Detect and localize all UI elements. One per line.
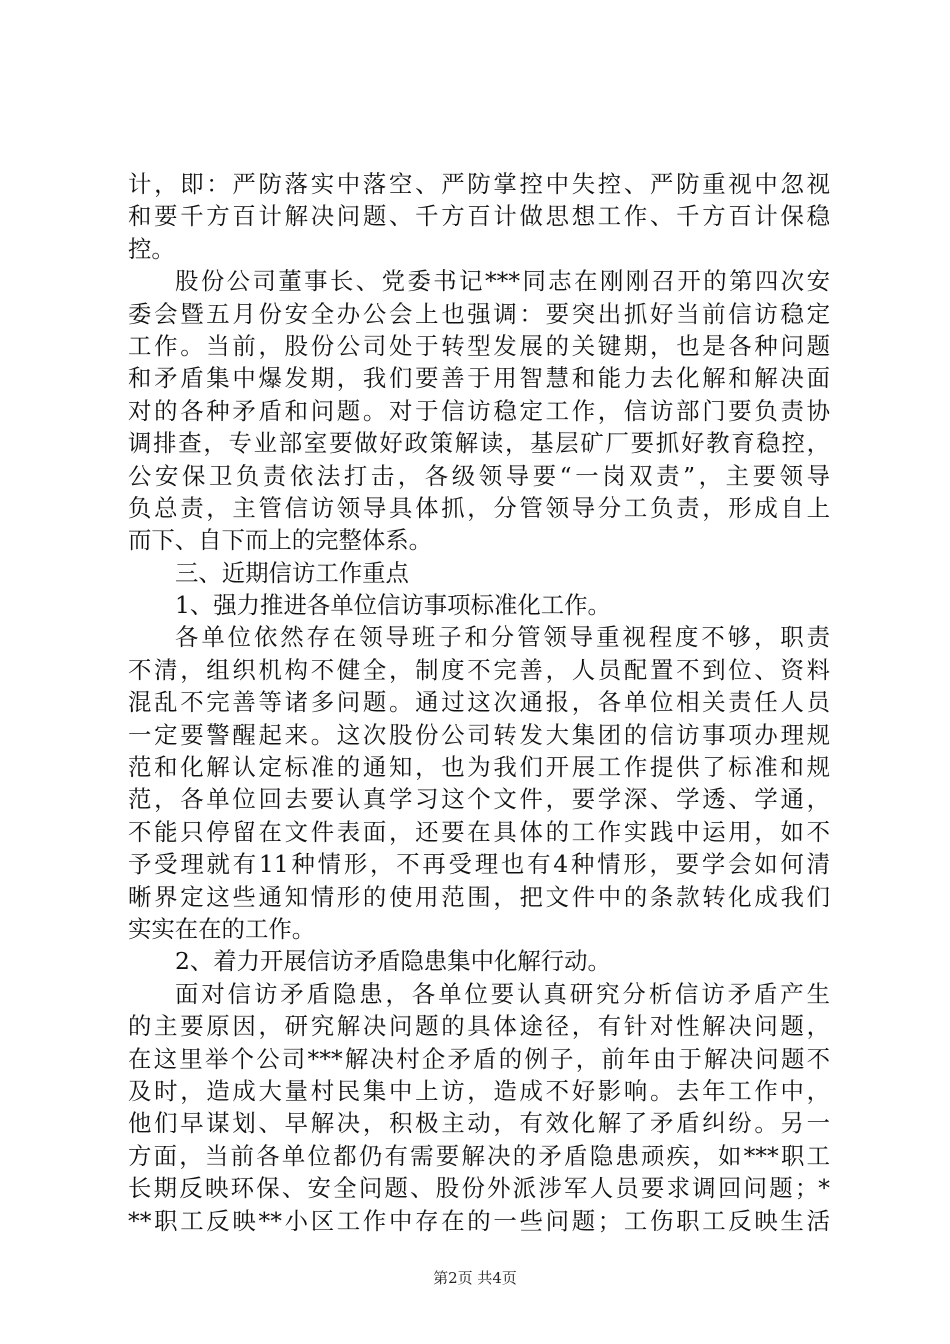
text-line: **职工反映**小区工作中存在的一些问题；工伤职工反映生活 bbox=[128, 1206, 830, 1235]
text-line: 及时，造成大量村民集中上访，造成不好影响。去年工作中， bbox=[128, 1076, 830, 1105]
text-line: 1、强力推进各单位信访事项标准化工作。 bbox=[175, 591, 611, 620]
text-line: 晰界定这些通知情形的使用范围，把文件中的条款转化成我们 bbox=[128, 882, 830, 911]
text-line: 混乱不完善等诸多问题。通过这次通报，各单位相关责任人员 bbox=[128, 688, 830, 717]
text-line: 控。 bbox=[128, 234, 175, 263]
text-line: 对的各种矛盾和问题。对于信访稳定工作，信访部门要负责协 bbox=[128, 396, 830, 425]
text-line: 一定要警醒起来。这次股份公司转发大集团的信访事项办理规 bbox=[128, 720, 830, 749]
text-line: 的主要原因，研究解决问题的具体途径，有针对性解决问题， bbox=[128, 1012, 830, 1041]
text-line: 2、着力开展信访矛盾隐患集中化解行动。 bbox=[175, 947, 611, 976]
text-line: 不能只停留在文件表面，还要在具体的工作实践中运用，如不 bbox=[128, 817, 830, 846]
text-line: 他们早谋划、早解决，积极主动，有效化解了矛盾纠纷。另一 bbox=[128, 1109, 830, 1138]
text-line: 工作。当前，股份公司处于转型发展的关键期，也是各种问题 bbox=[128, 331, 830, 360]
text-line: 范，各单位回去要认真学习这个文件，要学深、学透、学通， bbox=[128, 785, 830, 814]
text-line: 负总责，主管信访领导具体抓，分管领导分工负责，形成自上 bbox=[128, 493, 830, 522]
text-line: 面对信访矛盾隐患，各单位要认真研究分析信访矛盾产生 bbox=[175, 979, 830, 1008]
text-line: 范和化解认定标准的通知，也为我们开展工作提供了标准和规 bbox=[128, 753, 830, 782]
text-line: 方面，当前各单位都仍有需要解决的矛盾隐患顽疾，如***职工 bbox=[128, 1141, 830, 1170]
document-body bbox=[128, 168, 830, 1237]
text-line: 在这里举个公司***解决村企矛盾的例子，前年由于解决问题不 bbox=[128, 1044, 830, 1073]
text-line: 和要千方百计解决问题、千方百计做思想工作、千方百计保稳 bbox=[128, 202, 830, 231]
text-line: 计，即：严防落实中落空、严防掌控中失控、严防重视中忽视 bbox=[128, 170, 830, 198]
text-line: 不清，组织机构不健全，制度不完善，人员配置不到位、资料 bbox=[128, 655, 830, 684]
text-line: 长期反映环保、安全问题、股份外派涉军人员要求调回问题；* bbox=[128, 1174, 830, 1203]
text-line: 实实在在的工作。 bbox=[128, 914, 316, 943]
text-line: 和矛盾集中爆发期，我们要善于用智慧和能力去化解和解决面 bbox=[128, 364, 830, 393]
text-line: 股份公司董事长、党委书记***同志在刚刚召开的第四次安 bbox=[175, 267, 830, 296]
text-line: 而下、自下而上的完整体系。 bbox=[128, 526, 433, 555]
page-footer: 第2页 共4页 bbox=[433, 1269, 517, 1287]
text-line: 三、近期信访工作重点 bbox=[175, 558, 409, 587]
text-line: 予受理就有11种情形，不再受理也有4种情形，要学会如何清 bbox=[128, 850, 830, 879]
text-line: 各单位依然存在领导班子和分管领导重视程度不够，职责 bbox=[175, 623, 830, 652]
text-line: 调排查，专业部室要做好政策解读，基层矿厂要抓好教育稳控， bbox=[128, 429, 830, 458]
text-line: 公安保卫负责依法打击，各级领导要“一岗双责”，主要领导 bbox=[128, 461, 830, 490]
text-line: 委会暨五月份安全办公会上也强调：要突出抓好当前信访稳定 bbox=[128, 299, 830, 328]
